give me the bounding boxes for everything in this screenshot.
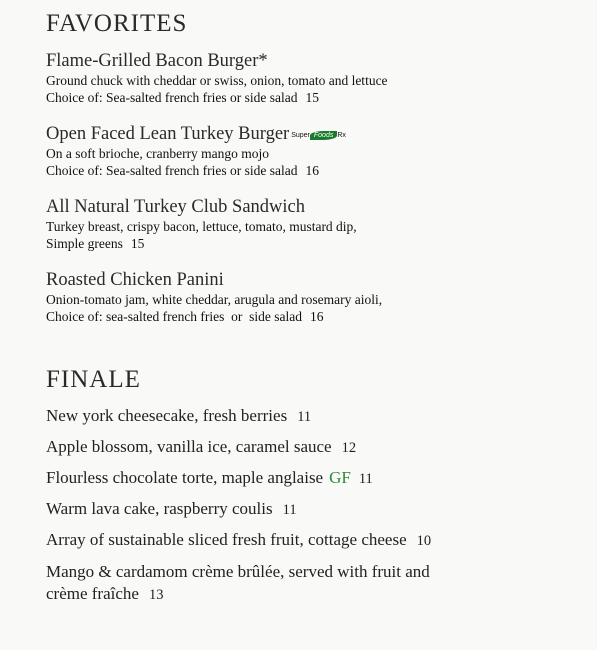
dessert-price: 13 xyxy=(148,587,164,603)
dessert-item xyxy=(46,405,546,428)
badge-prefix: Super xyxy=(291,132,310,139)
dessert-price: 10 xyxy=(416,533,432,549)
dessert-name: New york cheesecake, fresh berries xyxy=(46,406,288,425)
item-name: Flame-Grilled Bacon Burger* xyxy=(46,51,268,71)
dessert-item xyxy=(46,529,546,552)
badge-leaf: Foods xyxy=(310,131,337,140)
item-choice xyxy=(46,89,566,106)
item-choice xyxy=(46,308,566,325)
badge-suffix: Rx xyxy=(337,132,346,139)
item-price: 15 xyxy=(130,236,145,251)
item-price: 16 xyxy=(305,163,320,178)
dessert-price: 11 xyxy=(358,471,373,487)
dessert-price: 11 xyxy=(282,502,297,518)
menu-item-turkey-club xyxy=(46,196,566,252)
item-choice-text: Simple greens xyxy=(46,236,123,251)
item-name: Roasted Chicken Panini xyxy=(46,270,224,290)
dessert-name: Array of sustainable sliced fresh fruit, cottage cheese xyxy=(46,530,407,549)
item-name: Open Faced Lean Turkey Burger xyxy=(46,124,290,144)
dessert-item xyxy=(46,436,546,459)
item-choice xyxy=(46,162,566,179)
dessert-name-continued-row xyxy=(46,583,546,606)
item-name-row xyxy=(46,123,566,145)
item-choice-text: Choice of: Sea-salted french fries or side salad xyxy=(46,90,298,105)
dessert-item xyxy=(46,498,546,521)
dessert-name: Apple blossom, vanilla ice, caramel sauce xyxy=(46,437,332,456)
dessert-name-continued: crème fraîche xyxy=(46,584,139,603)
superfoods-badge-icon xyxy=(291,131,346,140)
dessert-price: 12 xyxy=(341,440,357,456)
item-choice xyxy=(46,235,566,252)
dessert-name: Mango & cardamom crème brûlée, served with fruit and xyxy=(46,562,430,581)
menu-item-chicken-panini xyxy=(46,269,566,325)
item-description: Onion-tomato jam, white cheddar, arugula and rosemary aioli, xyxy=(46,292,383,307)
finale-heading: FINALE xyxy=(46,366,141,393)
dessert-name: Warm lava cake, raspberry coulis xyxy=(46,499,273,518)
item-name: All Natural Turkey Club Sandwich xyxy=(46,197,305,217)
item-description: Turkey breast, crispy bacon, lettuce, tomato, mustard dip, xyxy=(46,219,357,234)
favorites-heading: FAVORITES xyxy=(46,10,188,37)
gluten-free-tag: GF xyxy=(329,468,351,487)
dessert-price: 11 xyxy=(297,409,312,425)
item-price: 15 xyxy=(305,90,320,105)
menu-item-turkey-burger xyxy=(46,123,566,179)
item-description: Ground chuck with cheddar or swiss, onion, tomato and lettuce xyxy=(46,73,388,88)
item-choice-text: Choice of: Sea-salted french fries or side salad xyxy=(46,163,298,178)
dessert-item xyxy=(46,561,546,606)
item-choice-text: Choice of: sea-salted french fries or side salad xyxy=(46,309,303,324)
dessert-name: Flourless chocolate torte, maple anglaise xyxy=(46,468,324,487)
menu-item-bacon-burger xyxy=(46,50,566,106)
dessert-item xyxy=(46,467,546,490)
item-description: On a soft brioche, cranberry mango mojo xyxy=(46,146,270,161)
item-price: 16 xyxy=(310,309,324,324)
